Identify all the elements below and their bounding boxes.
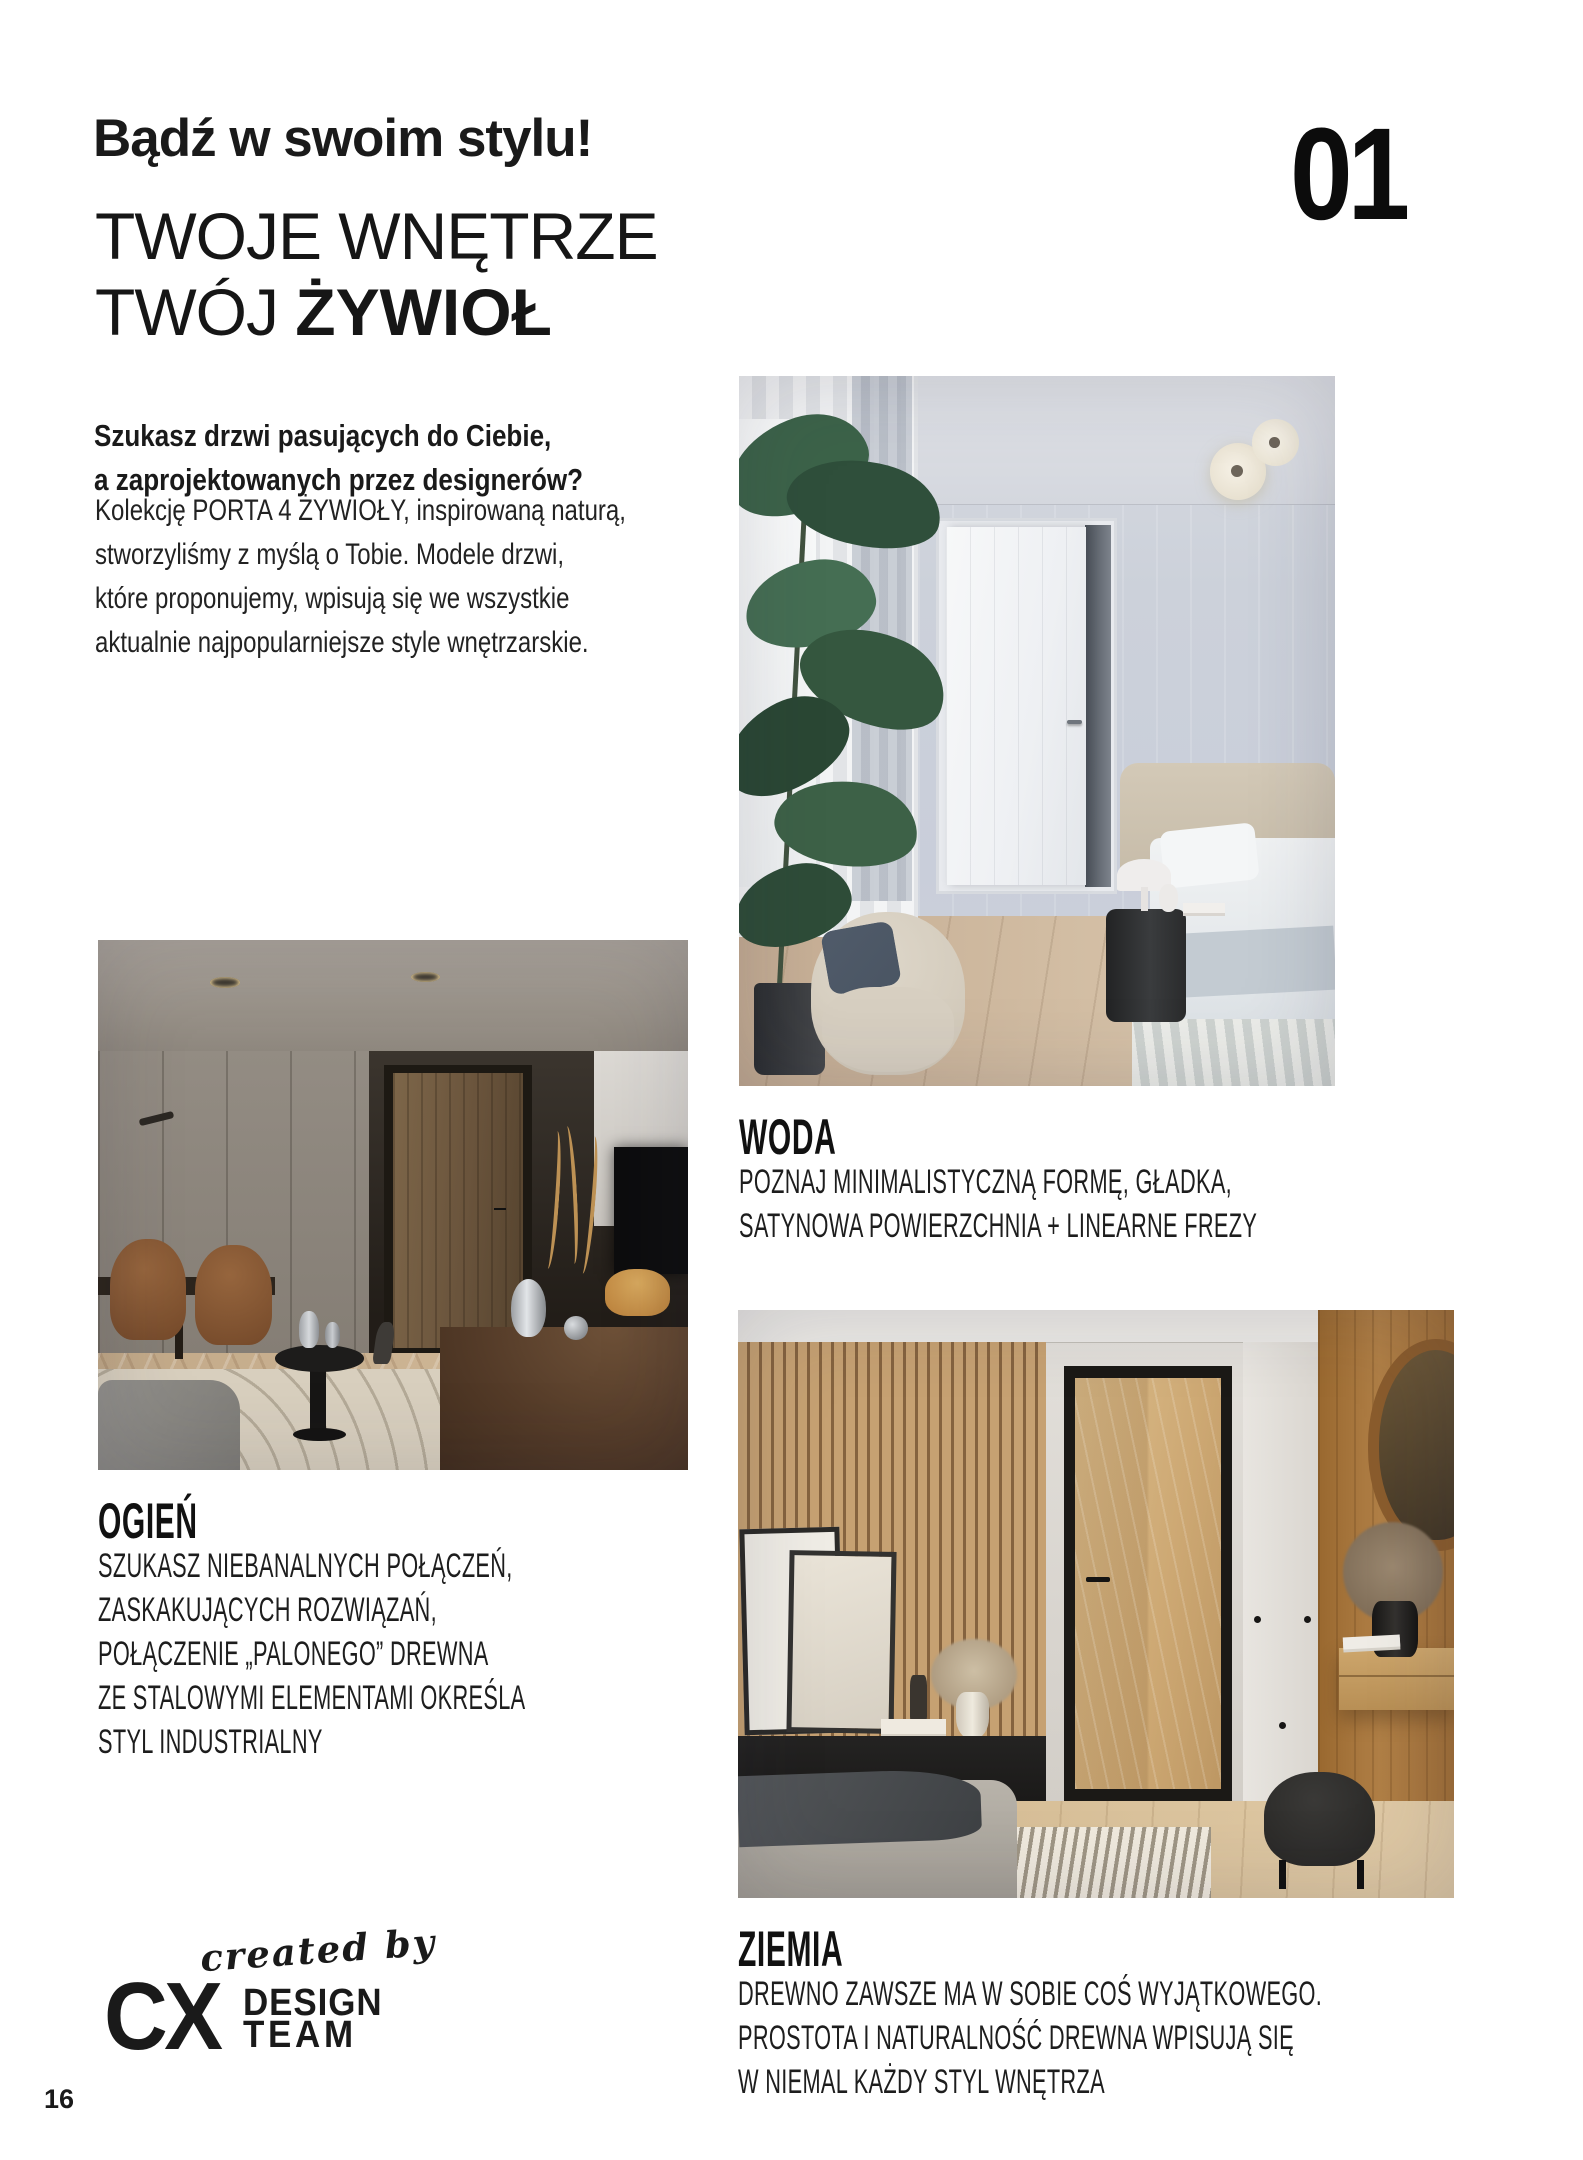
caption-line: POŁĄCZENIE „PALONEGO” DREWNA bbox=[98, 1635, 489, 1673]
page-title-line2 bbox=[95, 274, 658, 350]
paragraph-line: aktualnie najpopularniejsze style wnętrzarskie. bbox=[95, 626, 589, 659]
page-tagline: Bądź w swoim stylu! bbox=[93, 109, 593, 168]
caption-line: PROSTOTA I NATURALNOŚĆ DREWNA WPISUJĄ SIĘ bbox=[738, 2019, 1294, 2057]
logo-design: DESIGN bbox=[243, 1982, 383, 2024]
section-caption-ogien bbox=[98, 1544, 766, 1764]
caption-line: DREWNO ZAWSZE MA W SOBIE COŚ WYJĄTKOWEGO. bbox=[738, 1975, 1323, 2013]
intro-line: Szukasz drzwi pasujących do Ciebie, bbox=[94, 418, 552, 453]
page-title-line2-light: TWÓJ bbox=[95, 275, 296, 349]
photo-vignette bbox=[738, 1310, 1454, 1898]
chapter-number: 01 bbox=[1290, 100, 1405, 247]
page-title bbox=[95, 198, 658, 350]
paragraph-line: stworzyliśmy z myślą o Tobie. Modele drzwi, bbox=[95, 538, 565, 571]
logo-cx: CX bbox=[104, 1963, 220, 2070]
photo-vignette bbox=[98, 940, 688, 1470]
section-label-woda: WODA bbox=[739, 1109, 837, 1165]
page-number: 16 bbox=[44, 2084, 75, 2114]
ogien-photo bbox=[98, 940, 688, 1470]
paragraph-line: które proponujemy, wpisują się we wszystkie bbox=[95, 582, 570, 615]
page-title-line2-bold: ŻYWIOŁ bbox=[295, 275, 552, 349]
caption-line: W NIEMAL KAŻDY STYL WNĘTRZA bbox=[738, 2063, 1105, 2101]
logo-team: TEAM bbox=[243, 2014, 357, 2056]
page-title-line1: TWOJE WNĘTRZE bbox=[95, 199, 658, 273]
logo-created-by: created by bbox=[198, 1919, 438, 1981]
caption-line: POZNAJ MINIMALISTYCZNĄ FORMĘ, GŁADKA, bbox=[739, 1163, 1233, 1201]
intro-line: a zaprojektowanych przez designerów? bbox=[94, 462, 584, 497]
paragraph-line: Kolekcję PORTA 4 ŻYWIOŁY, inspirowaną naturą, bbox=[95, 494, 626, 527]
section-label-ziemia: ZIEMIA bbox=[738, 1921, 844, 1977]
section-caption-woda bbox=[739, 1160, 1549, 1248]
caption-line: ZASKAKUJĄCYCH ROZWIĄZAŃ, bbox=[98, 1591, 437, 1629]
section-caption-ziemia bbox=[738, 1972, 1583, 2104]
section-label-ogien: OGIEŃ bbox=[98, 1493, 198, 1549]
caption-line: SATYNOWA POWIERZCHNIA + LINEARNE FREZY bbox=[739, 1207, 1258, 1245]
ziemia-photo bbox=[738, 1310, 1454, 1898]
photo-vignette bbox=[739, 376, 1335, 1086]
caption-line: ZE STALOWYMI ELEMENTAMI OKREŚLA bbox=[98, 1679, 526, 1717]
woda-photo bbox=[739, 376, 1335, 1086]
caption-line: STYL INDUSTRIALNY bbox=[98, 1723, 323, 1761]
intro-paragraph bbox=[95, 489, 759, 665]
caption-line: SZUKASZ NIEBANALNYCH POŁĄCZEŃ, bbox=[98, 1547, 513, 1585]
